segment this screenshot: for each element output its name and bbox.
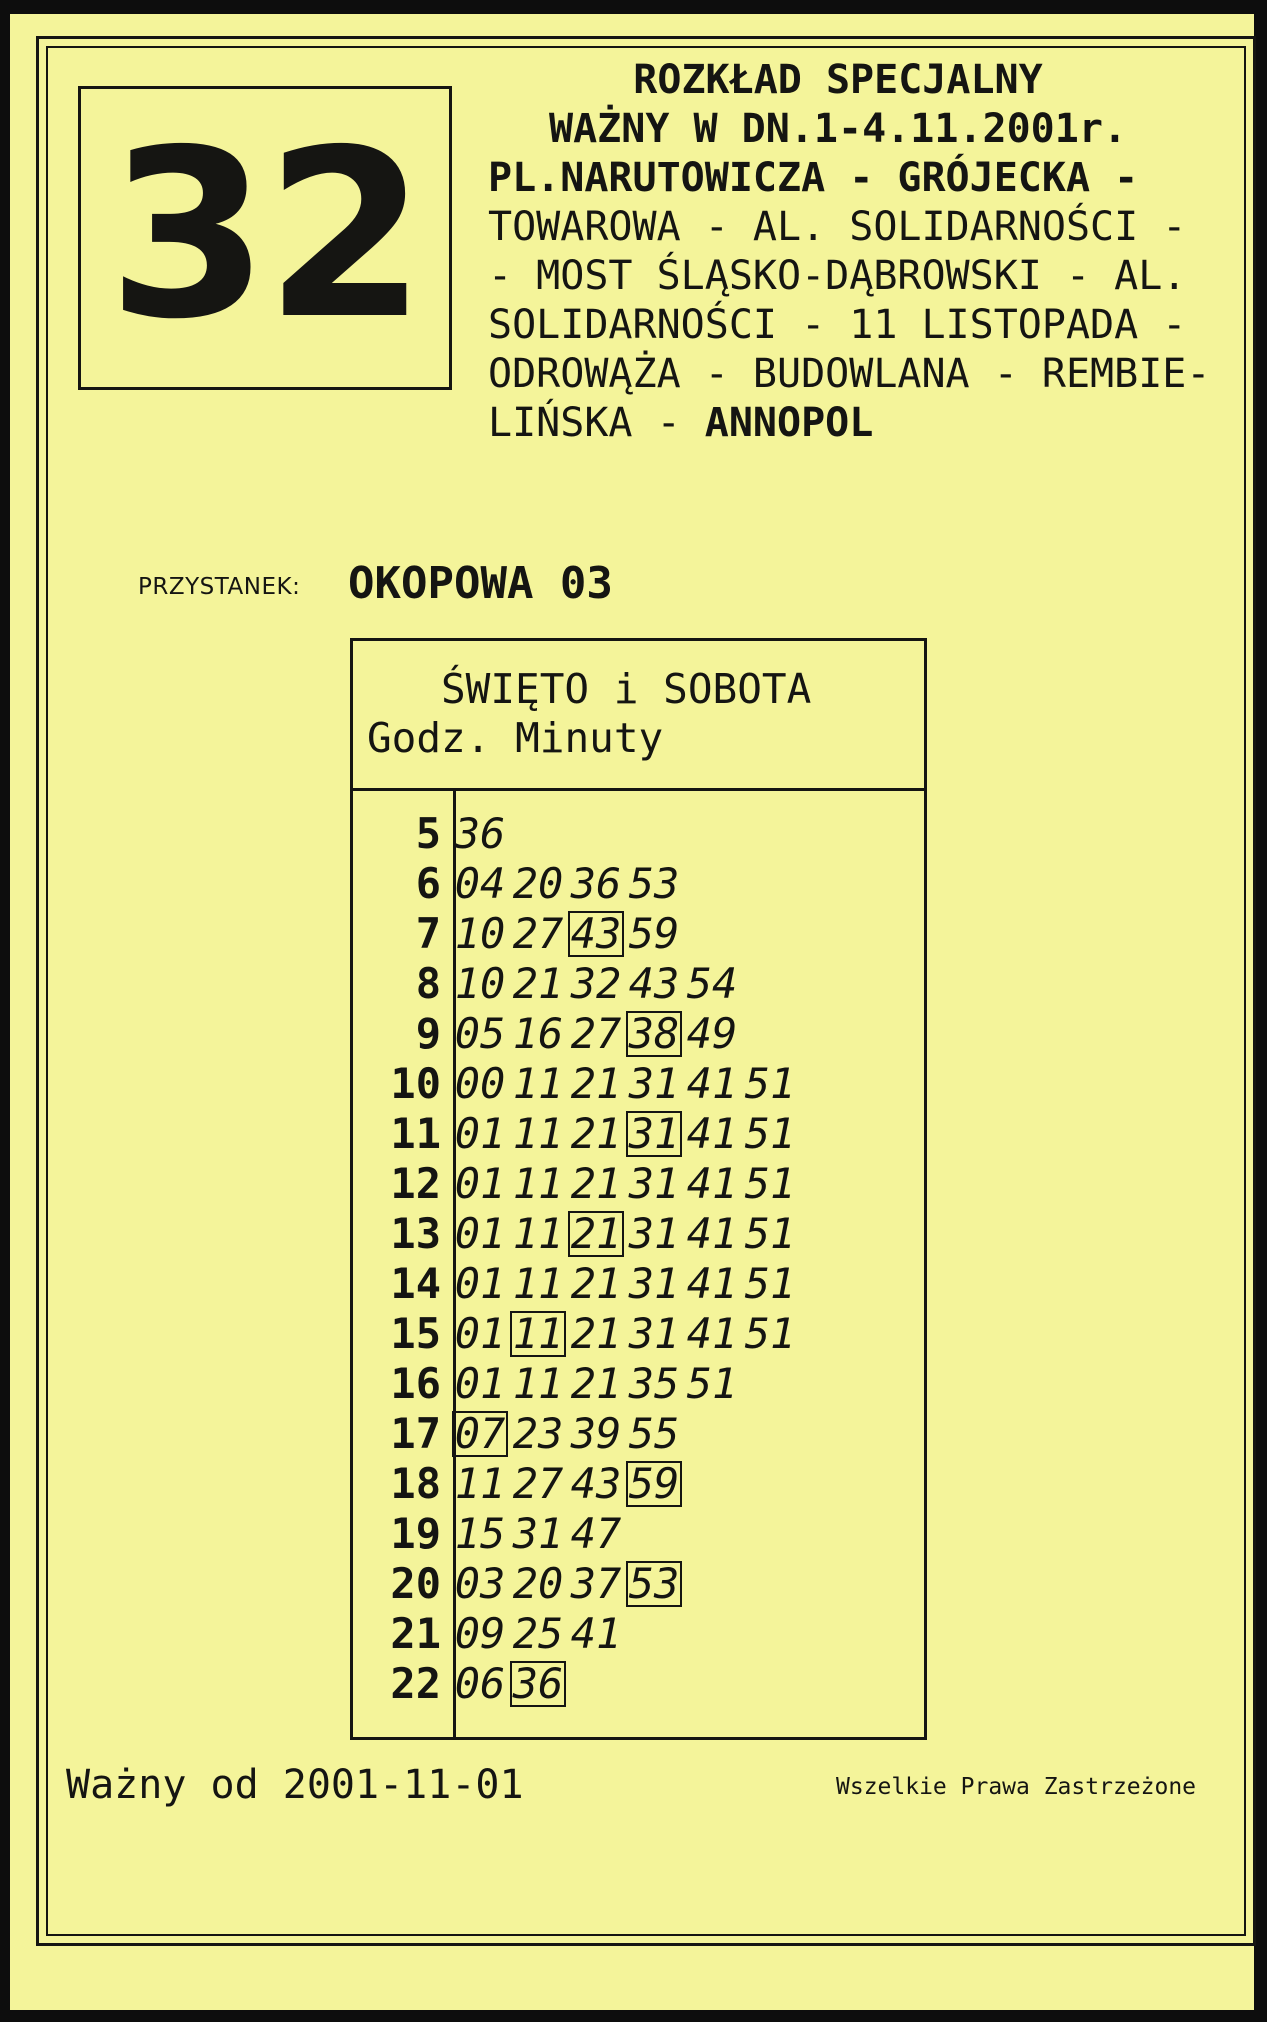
departure-minute: 27 <box>512 1459 564 1508</box>
departure-minute: 31 <box>628 1159 680 1208</box>
hour-value: 11 <box>390 1109 441 1158</box>
stop-label: PRZYSTANEK: <box>138 574 301 600</box>
hour-value: 9 <box>415 1009 441 1058</box>
hour-value: 10 <box>390 1059 441 1108</box>
hour-value: 13 <box>390 1209 441 1258</box>
rights-notice: Wszelkie Prawa Zastrzeżone <box>836 1774 1197 1800</box>
route-line-5: ODROWĄŻA - BUDOWLANA - REMBIE- <box>488 351 1211 397</box>
hour-value: 19 <box>390 1509 441 1558</box>
schedule-validity: WAŻNY W DN.1-4.11.2001r. <box>549 106 1127 152</box>
route-line-3: - MOST ŚLĄSKO-DĄBROWSKI - AL. <box>488 253 1187 299</box>
timetable-header <box>353 641 924 791</box>
departure-minute: 59 <box>628 909 680 958</box>
hour-value: 18 <box>390 1459 441 1508</box>
route-line-2: TOWAROWA - AL. SOLIDARNOŚCI - <box>488 204 1187 250</box>
departure-minute-marked: 43 <box>570 909 622 958</box>
route-line-1: PL.NARUTOWICZA - GRÓJECKA - <box>488 155 1139 201</box>
timetable-sheet <box>10 14 1254 2010</box>
departure-minute-marked: 59 <box>628 1459 680 1508</box>
line-number-box <box>78 86 452 390</box>
hour-value: 6 <box>415 859 441 908</box>
departure-minute: 06 <box>454 1659 506 1708</box>
hour-value: 14 <box>390 1259 441 1308</box>
departure-minute: 21 <box>570 1109 622 1158</box>
departure-minute: 01 <box>454 1109 506 1158</box>
departure-minute-marked: 21 <box>570 1209 622 1258</box>
departure-minute: 23 <box>512 1409 564 1458</box>
departure-minute: 25 <box>512 1609 564 1658</box>
departure-minute: 16 <box>512 1009 564 1058</box>
col-hour: Godz. <box>367 714 491 762</box>
departure-minute: 51 <box>744 1159 796 1208</box>
departure-minute: 11 <box>512 1159 564 1208</box>
departure-minute: 01 <box>454 1259 506 1308</box>
departure-minute: 11 <box>512 1359 564 1408</box>
hour-value: 16 <box>390 1359 441 1408</box>
departure-minute: 37 <box>570 1559 622 1608</box>
route-line-4: SOLIDARNOŚCI - 11 LISTOPADA - <box>488 302 1187 348</box>
departure-minute: 03 <box>454 1559 506 1608</box>
departure-minute: 15 <box>454 1509 506 1558</box>
departure-minute: 21 <box>570 1159 622 1208</box>
departure-minute: 21 <box>570 1309 622 1358</box>
departure-minute: 55 <box>628 1409 680 1458</box>
route-line-6-text: LIŃSKA - <box>488 400 705 446</box>
departure-minute: 41 <box>686 1259 738 1308</box>
departure-minute: 41 <box>686 1309 738 1358</box>
departure-minute-marked: 07 <box>454 1409 506 1458</box>
departure-minute: 31 <box>628 1209 680 1258</box>
route-line-6 <box>488 399 1248 448</box>
column-headers <box>367 714 663 762</box>
day-type: ŚWIĘTO i SOBOTA <box>441 665 812 713</box>
departure-minute: 01 <box>454 1159 506 1208</box>
departure-minute: 31 <box>628 1309 680 1358</box>
valid-from: Ważny od 2001-11-01 <box>66 1762 524 1808</box>
departure-minute: 11 <box>512 1109 564 1158</box>
departure-minute: 43 <box>628 959 680 1008</box>
departure-minute: 11 <box>512 1059 564 1108</box>
departure-minute: 11 <box>512 1259 564 1308</box>
departure-minute-marked: 36 <box>512 1659 564 1708</box>
col-minutes: Minuty <box>515 714 664 762</box>
hour-value: 21 <box>390 1609 441 1658</box>
departure-minute: 31 <box>512 1509 564 1558</box>
departure-minute: 31 <box>628 1259 680 1308</box>
departure-minute: 41 <box>686 1159 738 1208</box>
stop-name: OKOPOWA 03 <box>348 558 613 609</box>
hour-value: 7 <box>415 909 441 958</box>
schedule-title: ROZKŁAD SPECJALNY <box>633 57 1043 103</box>
departure-minute: 01 <box>454 1209 506 1258</box>
departure-minute: 00 <box>454 1059 506 1108</box>
departure-minute-marked: 38 <box>628 1009 680 1058</box>
departure-minute: 04 <box>454 859 506 908</box>
departure-minute: 47 <box>570 1509 622 1558</box>
departure-minute: 41 <box>686 1209 738 1258</box>
departure-minute: 10 <box>454 909 506 958</box>
departure-minute-marked: 53 <box>628 1559 680 1608</box>
departure-minute: 41 <box>686 1109 738 1158</box>
departure-minute-marked: 11 <box>512 1309 564 1358</box>
departure-minute: 51 <box>744 1309 796 1358</box>
departure-minute: 11 <box>454 1459 506 1508</box>
departure-minute: 01 <box>454 1309 506 1358</box>
departure-minute: 41 <box>570 1609 622 1658</box>
departure-minute: 41 <box>686 1059 738 1108</box>
departure-minute: 51 <box>744 1259 796 1308</box>
departure-minute: 51 <box>744 1109 796 1158</box>
departure-minute: 54 <box>686 959 738 1008</box>
timetable <box>350 638 927 1740</box>
departure-minute-marked: 31 <box>628 1109 680 1158</box>
departure-minute: 51 <box>744 1059 796 1108</box>
departure-minute: 20 <box>512 1559 564 1608</box>
departure-minute: 27 <box>570 1009 622 1058</box>
departure-minute: 39 <box>570 1409 622 1458</box>
departure-minute: 21 <box>570 1259 622 1308</box>
hour-value: 17 <box>390 1409 441 1458</box>
departure-minute: 21 <box>512 959 564 1008</box>
departure-minute: 31 <box>628 1059 680 1108</box>
hour-value: 12 <box>390 1159 441 1208</box>
departure-minute: 21 <box>570 1059 622 1108</box>
hour-value: 22 <box>390 1659 441 1708</box>
route-terminus: ANNOPOL <box>704 400 874 446</box>
departure-minute: 05 <box>454 1009 506 1058</box>
departure-minute: 01 <box>454 1359 506 1408</box>
departure-minute: 32 <box>570 959 622 1008</box>
departure-minute: 43 <box>570 1459 622 1508</box>
departure-minute: 51 <box>744 1209 796 1258</box>
hour-value: 5 <box>415 809 441 858</box>
departure-minute: 20 <box>512 859 564 908</box>
route-header <box>488 56 1248 448</box>
departure-minute: 36 <box>454 809 506 858</box>
departure-minute: 09 <box>454 1609 506 1658</box>
departure-minute: 21 <box>570 1359 622 1408</box>
departure-minute: 36 <box>570 859 622 908</box>
line-number: 32 <box>107 100 423 370</box>
departure-minute: 51 <box>686 1359 738 1408</box>
hour-value: 20 <box>390 1559 441 1608</box>
departure-minute: 49 <box>686 1009 738 1058</box>
departure-minute: 27 <box>512 909 564 958</box>
departure-minute: 10 <box>454 959 506 1008</box>
departure-minute: 35 <box>628 1359 680 1408</box>
departure-minute: 11 <box>512 1209 564 1258</box>
hour-value: 8 <box>415 959 441 1008</box>
departure-minute: 53 <box>628 859 680 908</box>
hour-value: 15 <box>390 1309 441 1358</box>
